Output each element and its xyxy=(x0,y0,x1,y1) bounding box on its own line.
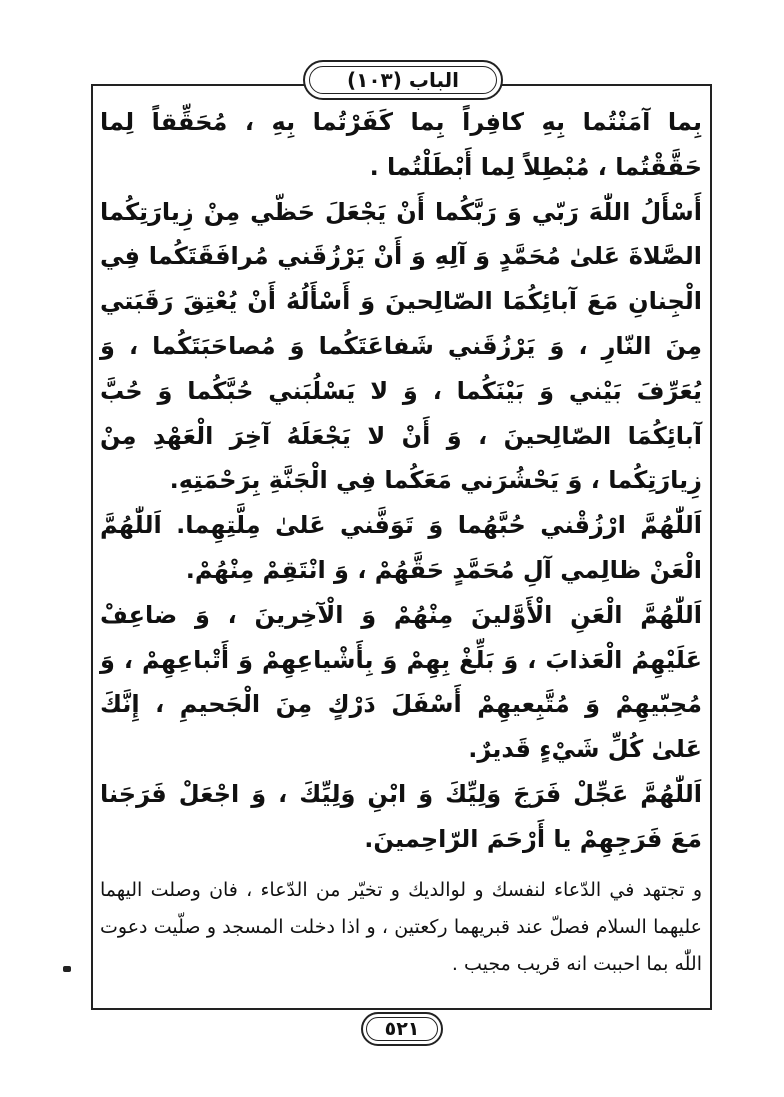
prayer-paragraph: اَللّٰهُمَّ عَجِّلْ فَرَجَ وَلِيِّكَ وَ ابْنِ وَلِيِّكَ ، وَ اجْعَلْ فَرَجَنا مَعَ فَرَجِهِمْ يا أَرْحَمَ الرّاحِمينَ. xyxy=(100,779,702,853)
page-number-cartouche xyxy=(361,1012,443,1046)
page-number: ٥٢١ xyxy=(384,1018,420,1040)
margin-mark xyxy=(63,966,71,972)
instruction-paragraph: و تجتهد في الدّعاء لنفسك و لوالديك و تخيّر من الدّعاء ، فان وصلت اليهما عليهما السلام فصلّ عند قبريهما ركعتين ، و اذا دخلت المسجد و صلّيت دعوت اللّٰه بما احببت انه قريب مجيب . xyxy=(100,878,702,975)
prayer-paragraph: اَللّٰهُمَّ الْعَنِ الْأَوَّلينَ مِنْهُمْ وَ الْآخِرينَ ، وَ ضاعِفْ عَلَيْهِمُ الْعَذابَ ، وَ بَلِّغْ بِهِمْ وَ بِأَشْياعِهِمْ وَ أَتْباعِهِمْ ، وَ مُحِبّيهِمْ وَ مُتَّبِعيهِمْ أَسْفَلَ دَرْكٍ مِنَ الْجَحيمِ ، إِنَّكَ عَلىٰ كُلِّ شَيْءٍ قَديرٌ. xyxy=(100,600,702,764)
prayer-text-block xyxy=(100,100,702,862)
chapter-title: الباب (١٠٣) xyxy=(346,68,459,92)
prayer-paragraph: بِما آمَنْتُما بِهِ كافِراً بِما كَفَرْتُما بِهِ ، مُحَقِّقاً لِما حَقَّقْتُما ، مُبْطِلاً لِما أَبْطَلْتُما . xyxy=(100,108,702,181)
prayer-paragraph: أَسْأَلُ اللّٰهَ رَبّي وَ رَبَّكُما أَنْ يَجْعَلَ حَظّي مِنْ زِيارَتِكُما الصَّلاةَ عَلىٰ مُحَمَّدٍ وَ آلِهِ وَ أَنْ يَرْزُقَني مُرافَقَتَكُما فِي الْجِنانِ مَعَ آبائِكُمَا الصّالِحينَ وَ أَسْأَلُهُ أَنْ يُعْتِقَ رَقَبَتي مِنَ النّارِ ، وَ يَرْزُقَني شَفاعَتَكُما وَ مُصاحَبَتَكُما ، وَ يُعَرِّفَ بَيْني وَ بَيْنَكُما ، وَ لا يَسْلُبَني حُبَّكُما وَ حُبَّ آبائِكُمَا الصّالِحينَ ، وَ أَنْ لا يَجْعَلَهُ آخِرَ الْعَهْدِ مِنْ زِيارَتِكُما ، وَ يَحْشُرَني مَعَكُما فِي الْجَنَّةِ بِرَحْمَتِهِ. xyxy=(100,197,702,495)
page-body xyxy=(100,100,702,983)
prayer-paragraph: اَللّٰهُمَّ ارْزُقْني حُبَّهُما وَ تَوَفَّني عَلىٰ مِلَّتِهِما. اَللّٰهُمَّ الْعَنْ ظالِمي آلِ مُحَمَّدٍ حَقَّهُمْ ، وَ انْتَقِمْ مِنْهُمْ. xyxy=(100,511,702,584)
chapter-header-cartouche xyxy=(303,60,503,100)
